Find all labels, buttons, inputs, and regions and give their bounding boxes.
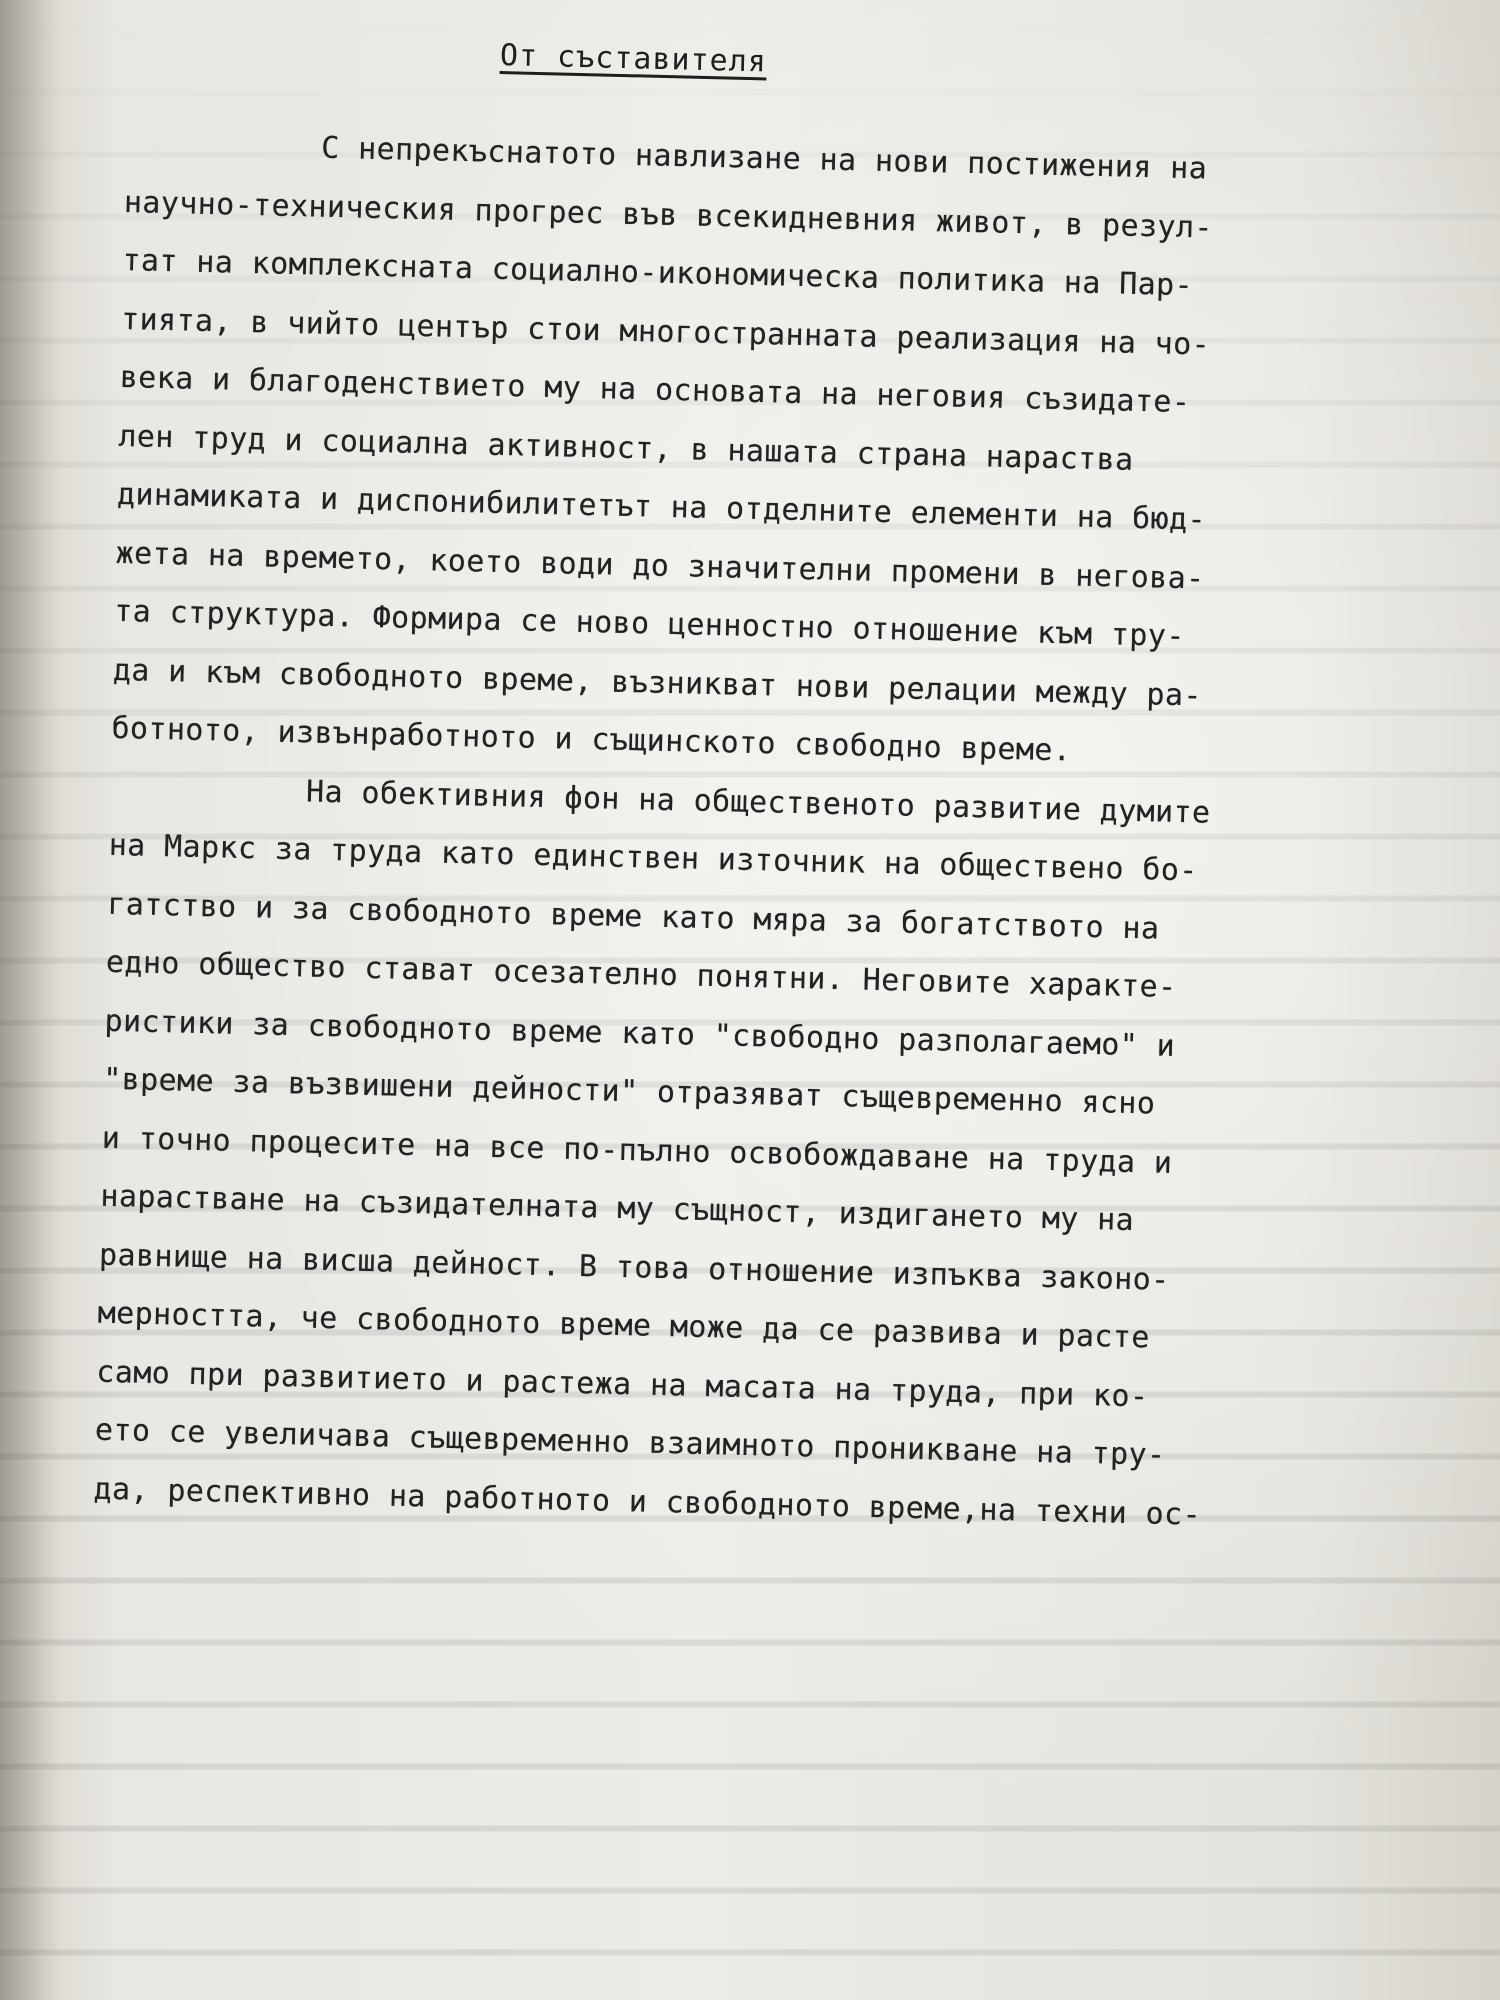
text-line: едно общество стават осезателно понятни. Неговите характе- (105, 944, 1177, 1005)
text-line: тат на комплексната социално-икономическа политика на Пар- (122, 242, 1194, 304)
text-line: века и благоденствието му на основата на неговия съзидате- (119, 359, 1191, 421)
text-line: равнище на висша дейност. В това отношение изпъква законо- (98, 1237, 1171, 1298)
text-line: "време за възвишени дейности" отразяват същевременно ясно (102, 1061, 1156, 1122)
text-line: научно-техническия прогрес във всекидневния живот, в резул- (123, 184, 1214, 246)
text-line: само при развитието и растежа на масата на труда, при ко- (95, 1354, 1149, 1414)
text-line: ристики за свободното време като "свободно разполагаемо" и (104, 1003, 1176, 1064)
text-line: тията, в чийто център стои многостранната реализация на чо- (120, 301, 1211, 363)
text-line: на Маркс за труда като единствен източник на обществено бо- (108, 827, 1199, 889)
text-line: да, респективно на работното и свободното време,на техни ос- (93, 1471, 1202, 1533)
text-line: лен труд и социална активност, в нашата страна нараства (118, 418, 1134, 478)
text-line: жета на времето, което води до значителни промени в негова- (115, 535, 1206, 597)
text-line: и точно процесите на все по-пълно освобождаване на труда и (101, 1120, 1173, 1181)
text-line: ботното, извънработното и същинското свободно време. (111, 710, 1072, 769)
text-line: мерността, че свободното време може да се развива и расте (97, 1295, 1151, 1356)
text-line: динамиката и диспонибилитетът на отделните елементи на бюд- (116, 476, 1207, 538)
text-line: На обективния фон на общественото развитие думите (305, 773, 1211, 831)
text-line: ето се увеличава същевременно взаимното проникване на тру- (94, 1412, 1166, 1473)
body-text (93, 115, 1456, 1550)
text-line: да и към свободното време, възникват нови релации между ра- (112, 652, 1203, 714)
text-line: гатство и за свободното време като мяра за богатството на (106, 886, 1160, 947)
text-line: та структура. Формира се ново ценностно отношение към тру- (113, 593, 1186, 655)
text-line: С непрекъснатото навлизане на нови постижения на (320, 130, 1208, 187)
text-line: нарастване на съзидателната му същност, издигането му на (100, 1178, 1135, 1239)
page-title: От съставителя (499, 38, 768, 80)
